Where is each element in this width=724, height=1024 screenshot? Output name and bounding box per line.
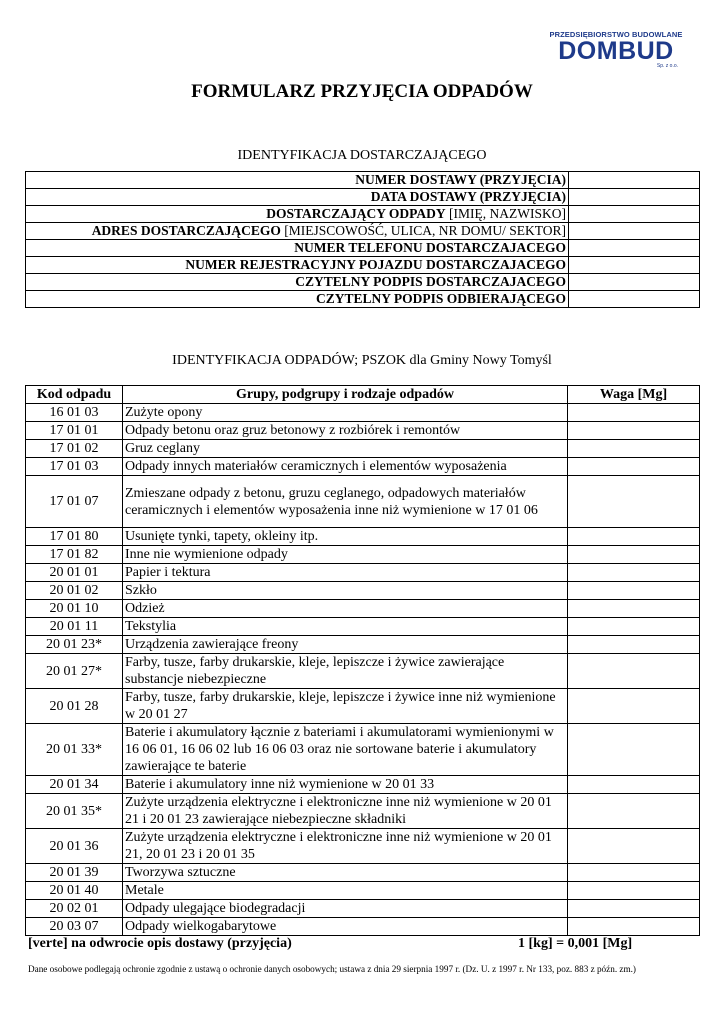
ident-section-heading: IDENTYFIKACJA DOSTARCZAJĄCEGO — [237, 148, 487, 163]
waste-code: 20 02 01 — [26, 900, 123, 918]
waste-code: 17 01 07 — [26, 476, 123, 528]
weight-field[interactable] — [568, 864, 700, 882]
waste-description: Zużyte urządzenia elektryczne i elektroniczne inne niż wymienione w 20 01 21 i 20 01 23 zawierające niebezpieczne składniki — [123, 794, 568, 829]
waste-description: Baterie i akumulatory inne niż wymienione w 20 01 33 — [123, 776, 568, 794]
waste-code: 20 01 35* — [26, 794, 123, 829]
ident-row — [26, 223, 700, 240]
weight-field[interactable] — [568, 600, 700, 618]
waste-code: 20 03 07 — [26, 918, 123, 936]
ident-label — [26, 172, 569, 189]
waste-description: Odzież — [123, 600, 568, 618]
waste-table — [25, 385, 700, 936]
waste-description: Odpady betonu oraz gruz betonowy z rozbiórek i remontów — [123, 422, 568, 440]
waste-description: Szkło — [123, 582, 568, 600]
waste-description: Usunięte tynki, tapety, okleiny itp. — [123, 528, 568, 546]
table-row — [26, 900, 700, 918]
table-row — [26, 582, 700, 600]
waste-code: 17 01 82 — [26, 546, 123, 564]
waste-code: 16 01 03 — [26, 404, 123, 422]
waste-description: Inne nie wymienione odpady — [123, 546, 568, 564]
table-row — [26, 422, 700, 440]
ident-label — [26, 189, 569, 206]
table-row — [26, 528, 700, 546]
waste-code: 20 01 34 — [26, 776, 123, 794]
ident-label-bold: CZYTELNY PODPIS DOSTARCZAJACEGO — [295, 274, 566, 289]
logo-main-text: DOMBUD — [558, 37, 674, 65]
waste-code: 17 01 80 — [26, 528, 123, 546]
ident-label — [26, 206, 569, 223]
ident-label-bold: NUMER DOSTAWY (PRZYJĘCIA) — [355, 172, 566, 187]
company-logo — [546, 30, 686, 69]
ident-row — [26, 240, 700, 257]
weight-field[interactable] — [568, 422, 700, 440]
table-row — [26, 440, 700, 458]
waste-description: Papier i tektura — [123, 564, 568, 582]
ident-label — [26, 257, 569, 274]
weight-field[interactable] — [568, 689, 700, 724]
table-row — [26, 458, 700, 476]
ident-value-field[interactable] — [569, 240, 700, 257]
waste-code: 20 01 33* — [26, 724, 123, 776]
waste-code: 17 01 03 — [26, 458, 123, 476]
weight-field[interactable] — [568, 900, 700, 918]
weight-field[interactable] — [568, 528, 700, 546]
ident-row — [26, 291, 700, 308]
ident-value-field[interactable] — [569, 189, 700, 206]
table-row — [26, 564, 700, 582]
table-row — [26, 864, 700, 882]
table-row — [26, 636, 700, 654]
ident-label-bold: CZYTELNY PODPIS ODBIERAJĄCEGO — [315, 291, 566, 306]
weight-field[interactable] — [568, 618, 700, 636]
ident-row — [26, 189, 700, 206]
weight-field[interactable] — [568, 404, 700, 422]
ident-label-bold: DATA DOSTAWY (PRZYJĘCIA) — [370, 189, 566, 204]
waste-code: 20 01 36 — [26, 829, 123, 864]
ident-value-field[interactable] — [569, 274, 700, 291]
logo-sub-text: Sp. z o.o. — [656, 63, 678, 69]
column-header-groups: Grupy, podgrupy i rodzaje odpadów — [123, 386, 568, 404]
weight-field[interactable] — [568, 636, 700, 654]
waste-description: Zużyte urządzenia elektryczne i elektroniczne inne niż wymienione w 20 01 21, 20 01 23 i 20 01 35 — [123, 829, 568, 864]
waste-description: Zmieszane odpady z betonu, gruzu ceglanego, odpadowych materiałów ceramicznych i elementów wyposażenia inne niż wymienione w 17 01 06 — [123, 476, 568, 528]
column-header-code: Kod odpadu — [26, 386, 123, 404]
table-row — [26, 724, 700, 776]
verte-note: [verte] na odwrocie opis dostawy (przyjęcia) — [28, 936, 292, 951]
waste-code: 17 01 02 — [26, 440, 123, 458]
waste-code: 20 01 23* — [26, 636, 123, 654]
weight-field[interactable] — [568, 476, 700, 528]
weight-field[interactable] — [568, 794, 700, 829]
table-row — [26, 618, 700, 636]
waste-description: Metale — [123, 882, 568, 900]
data-protection-note: Dane osobowe podlegają ochronie zgodnie z ustawą o ochronie danych osobowych; ustawa z dnia 29 sierpnia 1997 r. (Dz. U. z 1997 r. Nr 133, poz. 883 z późn. zm.) — [28, 964, 636, 974]
weight-field[interactable] — [568, 918, 700, 936]
table-row — [26, 476, 700, 528]
table-row — [26, 794, 700, 829]
waste-code: 20 01 39 — [26, 864, 123, 882]
table-row — [26, 829, 700, 864]
table-row — [26, 654, 700, 689]
ident-label-bold: NUMER TELEFONU DOSTARCZAJACEGO — [294, 240, 566, 255]
logo-top-text: PRZEDSIĘBIORSTWO BUDOWLANE — [549, 30, 683, 39]
waste-description: Gruz ceglany — [123, 440, 568, 458]
waste-description: Tworzywa sztuczne — [123, 864, 568, 882]
table-row — [26, 546, 700, 564]
ident-value-field[interactable] — [569, 223, 700, 240]
ident-row — [26, 257, 700, 274]
ident-label — [26, 240, 569, 257]
ident-label — [26, 223, 569, 240]
ident-table — [25, 171, 700, 308]
table-row — [26, 776, 700, 794]
waste-code: 17 01 01 — [26, 422, 123, 440]
waste-description: Baterie i akumulatory łącznie z bateriami i akumulatorami wymienionymi w 16 06 01, 16 06 02 lub 16 06 03 oraz nie sortowane baterie i akumulatory zawierające te baterie — [123, 724, 568, 776]
table-row — [26, 404, 700, 422]
ident-value-field[interactable] — [569, 257, 700, 274]
ident-value-field[interactable] — [569, 172, 700, 189]
ident-value-field[interactable] — [569, 206, 700, 223]
page-title: FORMULARZ PRZYJĘCIA ODPADÓW — [191, 81, 533, 102]
ident-row — [26, 172, 700, 189]
ident-value-field[interactable] — [569, 291, 700, 308]
waste-description: Farby, tusze, farby drukarskie, kleje, lepiszcze i żywice zawierające substancje niebezpieczne — [123, 654, 568, 689]
table-row — [26, 918, 700, 936]
waste-code: 20 01 40 — [26, 882, 123, 900]
ident-label-bold: ADRES DOSTARCZAJĄCEGO — [91, 223, 281, 238]
table-row — [26, 882, 700, 900]
table-row — [26, 600, 700, 618]
weight-field[interactable] — [568, 582, 700, 600]
waste-code: 20 01 28 — [26, 689, 123, 724]
waste-code: 20 01 02 — [26, 582, 123, 600]
ident-label-detail: [MIEJSCOWOŚĆ, ULICA, NR DOMU/ SEKTOR] — [280, 223, 566, 238]
weight-field[interactable] — [568, 829, 700, 864]
waste-code: 20 01 27* — [26, 654, 123, 689]
waste-description: Odpady ulegające biodegradacji — [123, 900, 568, 918]
weight-field[interactable] — [568, 776, 700, 794]
waste-description: Farby, tusze, farby drukarskie, kleje, lepiszcze i żywice inne niż wymienione w 20 01 27 — [123, 689, 568, 724]
waste-code: 20 01 10 — [26, 600, 123, 618]
weight-field[interactable] — [568, 724, 700, 776]
waste-section-heading: IDENTYFIKACJA ODPADÓW; PSZOK dla Gminy Nowy Tomyśl — [172, 353, 552, 368]
weight-field[interactable] — [568, 654, 700, 689]
unit-conversion-note: 1 [kg] = 0,001 [Mg] — [518, 936, 633, 951]
weight-field[interactable] — [568, 440, 700, 458]
waste-code: 20 01 11 — [26, 618, 123, 636]
waste-description: Urządzenia zawierające freony — [123, 636, 568, 654]
waste-description: Tekstylia — [123, 618, 568, 636]
weight-field[interactable] — [568, 546, 700, 564]
weight-field[interactable] — [568, 564, 700, 582]
ident-label — [26, 274, 569, 291]
ident-row — [26, 274, 700, 291]
ident-label-detail: [IMIĘ, NAZWISKO] — [445, 206, 566, 221]
table-row — [26, 689, 700, 724]
weight-field[interactable] — [568, 882, 700, 900]
ident-row — [26, 206, 700, 223]
ident-label-bold: DOSTARCZAJĄCY ODPADY — [266, 206, 446, 221]
column-header-weight: Waga [Mg] — [568, 386, 700, 404]
ident-label — [26, 291, 569, 308]
waste-code: 20 01 01 — [26, 564, 123, 582]
ident-label-bold: NUMER REJESTRACYJNY POJAZDU DOSTARCZAJACEGO — [185, 257, 566, 272]
weight-field[interactable] — [568, 458, 700, 476]
waste-description: Odpady wielkogabarytowe — [123, 918, 568, 936]
waste-description: Odpady innych materiałów ceramicznych i elementów wyposażenia — [123, 458, 568, 476]
waste-description: Zużyte opony — [123, 404, 568, 422]
